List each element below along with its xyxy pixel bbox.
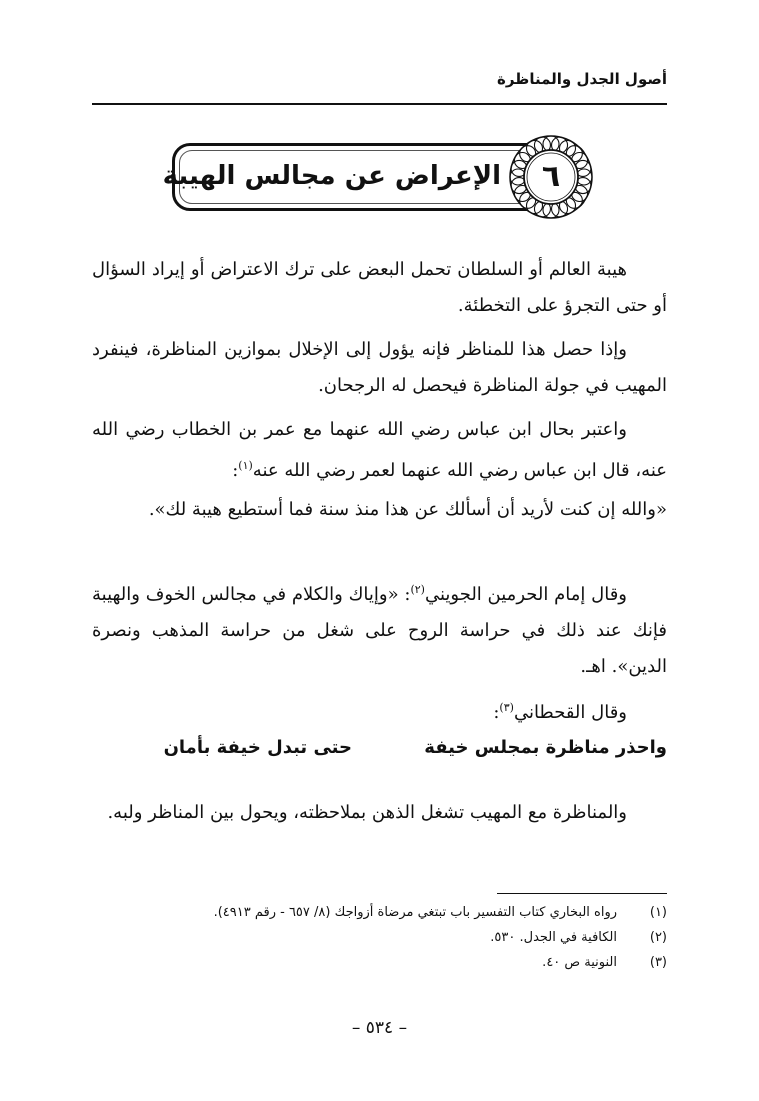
footnote-number: (٣) (649, 955, 667, 970)
paragraph-juwayni: وقال إمام الحرمين الجويني$^{(٢)}$: «وإياك والكلام في مجالس الخوف والهيبة فإنك عند ذلك في حراسة الروح على شغل من حراسة المذهب ونصرة الدين». اهـ. (92, 583, 667, 677)
verse-first-hemistich: واحذر مناظرة بمجلس خيفة (424, 737, 667, 758)
page-number: – ٥٣٤ – (351, 1018, 408, 1038)
footnote (92, 950, 667, 975)
footnote-text: رواه البخاري كتاب التفسير باب تبتغي مرضاة أزواجك (٨/ ٦٥٧ - رقم ٤٩١٣). (213, 905, 617, 920)
footnote (92, 900, 667, 925)
footnote-text: النونية ص ٤٠. (542, 955, 617, 970)
verse-second-hemistich: حتى تبدل خيفة بأمان (163, 737, 352, 758)
header-rule (92, 103, 667, 105)
footnotes (92, 900, 667, 975)
paragraph-qahtani: وقال القحطاني$^{(٣)}$: (493, 701, 627, 723)
quote-paragraph: «والله إن كنت لأريد أن أسألك عن هذا منذ سنة فما أستطيع هيبة لك». (148, 499, 667, 520)
paragraph-closing: والمناظرة مع المهيب تشغل الذهن بملاحظته، ويحول بين المناظر ولبه. (107, 802, 627, 823)
running-header: أصول الجدل والمناظرة (497, 70, 667, 88)
footnote (92, 925, 667, 950)
footnote-rule (497, 893, 667, 894)
footnote-ref-3: (٣) (499, 701, 514, 714)
footnote-ref-1: (١) (238, 459, 253, 472)
footnote-text: الكافية في الجدل. ٥٣٠. (490, 930, 617, 945)
chapter-title: الإعراض عن مجالس الهيبة (162, 161, 501, 191)
poetry-verse (92, 737, 667, 777)
paragraph-1: هيبة العالم أو السلطان تحمل البعض على ترك الاعتراض أو إيراد السؤال أو حتى التجرؤ على التخطئة. (92, 259, 667, 316)
chapter-number: ٦ (541, 159, 561, 194)
paragraph-2: وإذا حصل هذا للمناظر فإنه يؤول إلى الإخلال بموازين المناظرة، فينفرد المهيب في جولة المناظرة فيحصل له الرجحان. (92, 339, 667, 396)
paragraph-3: واعتبر بحال ابن عباس رضي الله عنهما مع عمر بن الخطاب رضي الله عنه، قال ابن عباس رضي الله عنهما لعمر رضي الله عنه$^{(١)}$: (92, 419, 667, 481)
footnote-number: (١) (649, 905, 667, 920)
footnote-number: (٢) (649, 930, 667, 945)
footnote-ref-2: (٢) (410, 583, 425, 596)
